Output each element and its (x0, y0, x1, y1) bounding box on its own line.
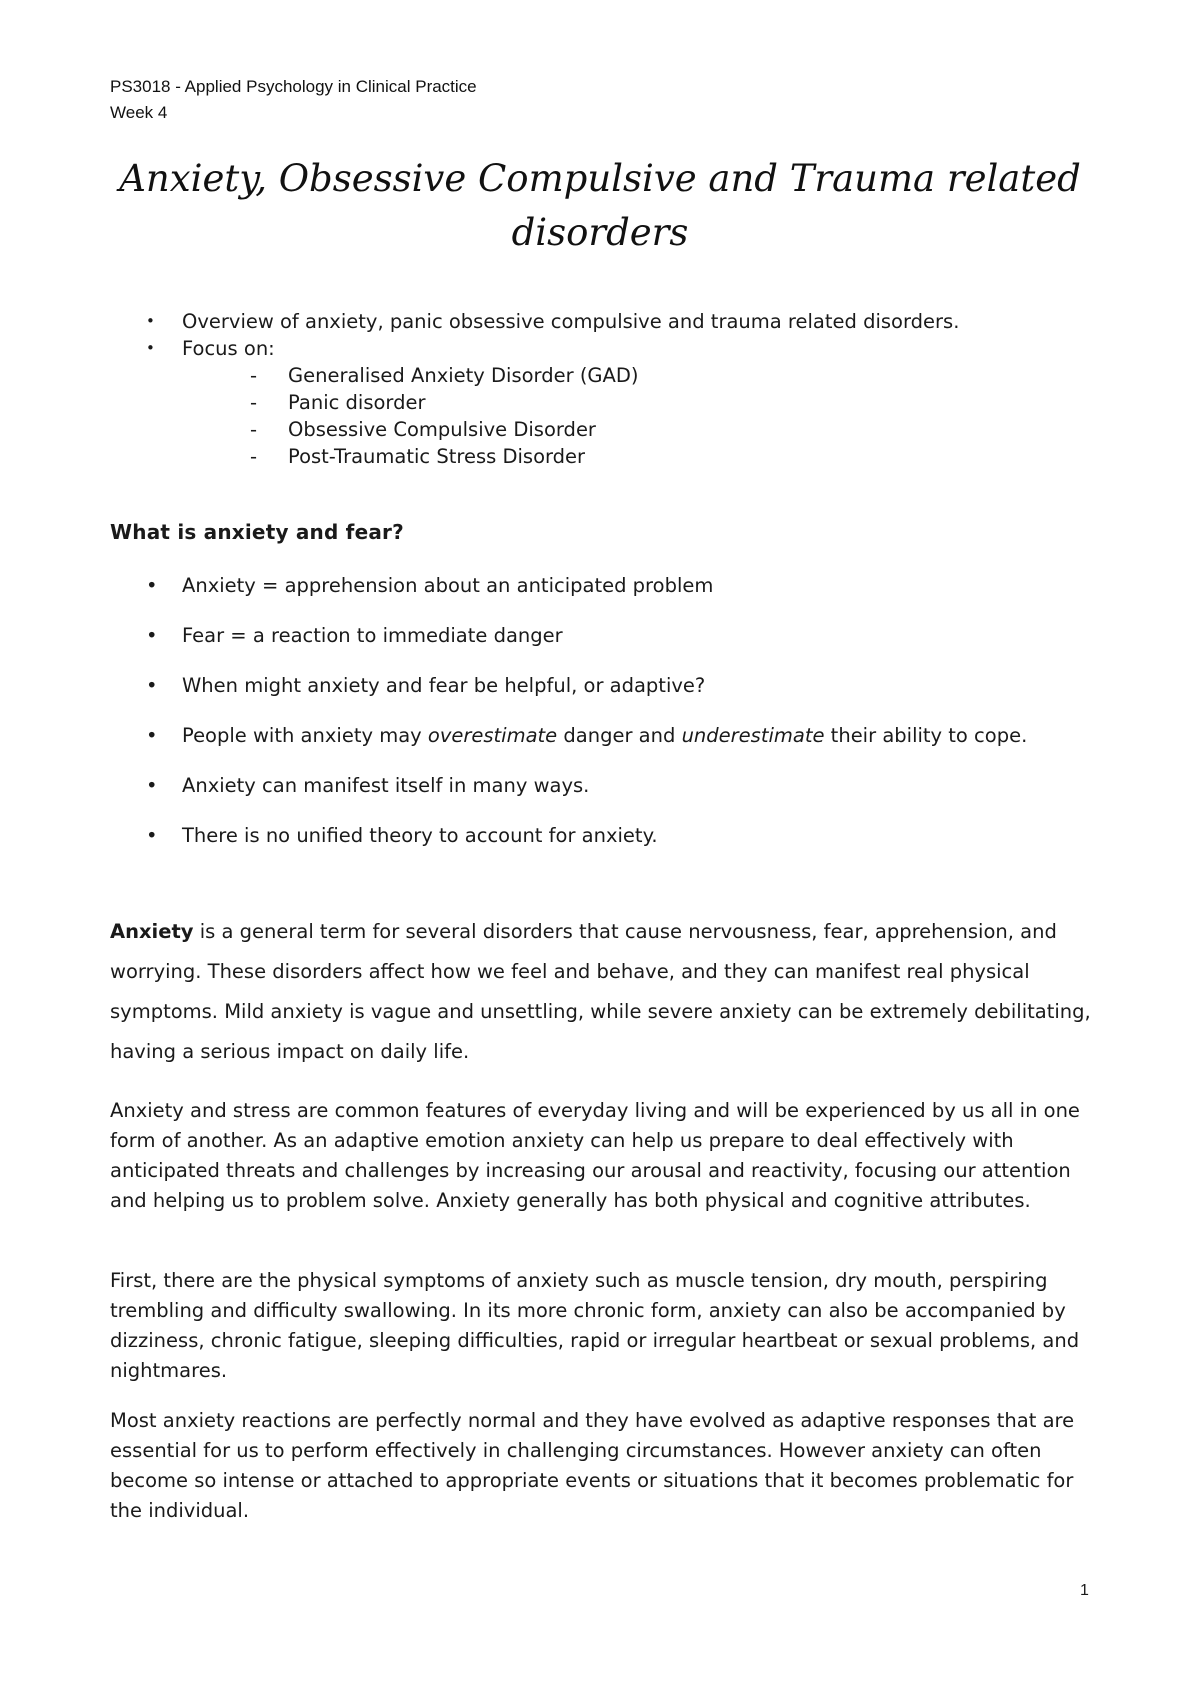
list-item-text (182, 724, 1027, 747)
list-item (110, 770, 1110, 801)
dash-icon: - (250, 418, 258, 441)
focus-item-text: Obsessive Compulsive Disorder (288, 418, 596, 441)
dash-icon: - (250, 391, 258, 414)
list-item (110, 720, 1110, 751)
focus-item (110, 389, 959, 416)
list-item-text: Anxiety can manifest itself in many ways. (182, 774, 590, 797)
bullet-icon: • (146, 724, 158, 747)
text-span: People with anxiety may (182, 724, 428, 747)
emphasis-underestimate: underestimate (681, 724, 825, 747)
bullet-icon: • (146, 824, 158, 847)
page-header (110, 74, 477, 126)
overview-item-text: Overview of anxiety, panic obsessive compulsive and trauma related disorders. (182, 310, 960, 333)
list-item-text: Fear = a reaction to immediate danger (182, 624, 563, 647)
list-item-text: Anxiety = apprehension about an anticipated problem (182, 574, 714, 597)
overview-item-text: Focus on: (182, 337, 275, 360)
list-item (110, 620, 1110, 651)
bullet-icon: • (146, 624, 158, 647)
bullet-icon: • (146, 574, 158, 597)
focus-item (110, 362, 959, 389)
dash-icon: - (250, 445, 258, 468)
overview-list (110, 308, 959, 470)
text-span: their ability to cope. (824, 724, 1028, 747)
paragraph-text: is a general term for several disorders that cause nervousness, fear, apprehension, and worrying. These disorders affect how we feel and behave, and they can manifest real physical symptoms. Mild anxiety is vague and unsettling, while severe anxiety can be extremely debilitating, having a serious impact on daily life. (110, 920, 1091, 1063)
focus-item (110, 416, 959, 443)
focus-item-text: Panic disorder (288, 391, 426, 414)
list-item (110, 820, 1110, 851)
bullet-icon: • (146, 312, 155, 330)
anxiety-fear-list (110, 570, 1110, 870)
focus-item (110, 443, 959, 470)
overview-item (110, 308, 959, 335)
paragraph-physical-symptoms: First, there are the physical symptoms of anxiety such as muscle tension, dry mouth, perspiring trembling and difficulty swallowing. In its more chronic form, anxiety can also be accompanied by dizziness, chronic fatigue, sleeping difficulties, rapid or irregular heartbeat or sexual problems, and nightmares. (110, 1269, 1080, 1382)
emphasis-overestimate: overestimate (427, 724, 558, 747)
list-item-text: There is no unified theory to account for anxiety. (182, 824, 658, 847)
dash-icon: - (250, 364, 258, 387)
paragraph-stress: Anxiety and stress are common features of everyday living and will be experienced by us all in one form of another. As an adaptive emotion anxiety can help us prepare to deal effectively with anticipated threats and challenges by increasing our arousal and reactivity, focusing our attention and helping us to problem solve. Anxiety generally has both physical and cognitive attributes. (110, 1099, 1080, 1212)
paragraph-anxiety-definition (110, 912, 1110, 1072)
list-item (110, 670, 1110, 701)
bold-term: Anxiety (110, 920, 194, 943)
document-title: Anxiety, Obsessive Compulsive and Trauma related disorders (119, 157, 1081, 254)
page-number: 1 (1080, 1582, 1089, 1599)
section-heading: What is anxiety and fear? (110, 520, 404, 544)
focus-item-text: Generalised Anxiety Disorder (GAD) (288, 364, 639, 387)
text-span: danger and (557, 724, 682, 747)
list-item-text: When might anxiety and fear be helpful, or adaptive? (182, 674, 706, 697)
bullet-icon: • (146, 339, 155, 357)
bullet-icon: • (146, 674, 158, 697)
focus-item-text: Post-Traumatic Stress Disorder (288, 445, 586, 468)
week-label: Week 4 (110, 103, 168, 122)
paragraph-anxiety-reactions: Most anxiety reactions are perfectly normal and they have evolved as adaptive responses that are essential for us to perform effectively in challenging circumstances. However anxiety can often become so intense or attached to appropriate events or situations that it becomes problematic for the individual. (110, 1409, 1075, 1522)
overview-item (110, 335, 959, 362)
list-item (110, 570, 1110, 601)
course-title: PS3018 - Applied Psychology in Clinical Practice (110, 77, 477, 96)
bullet-icon: • (146, 774, 158, 797)
